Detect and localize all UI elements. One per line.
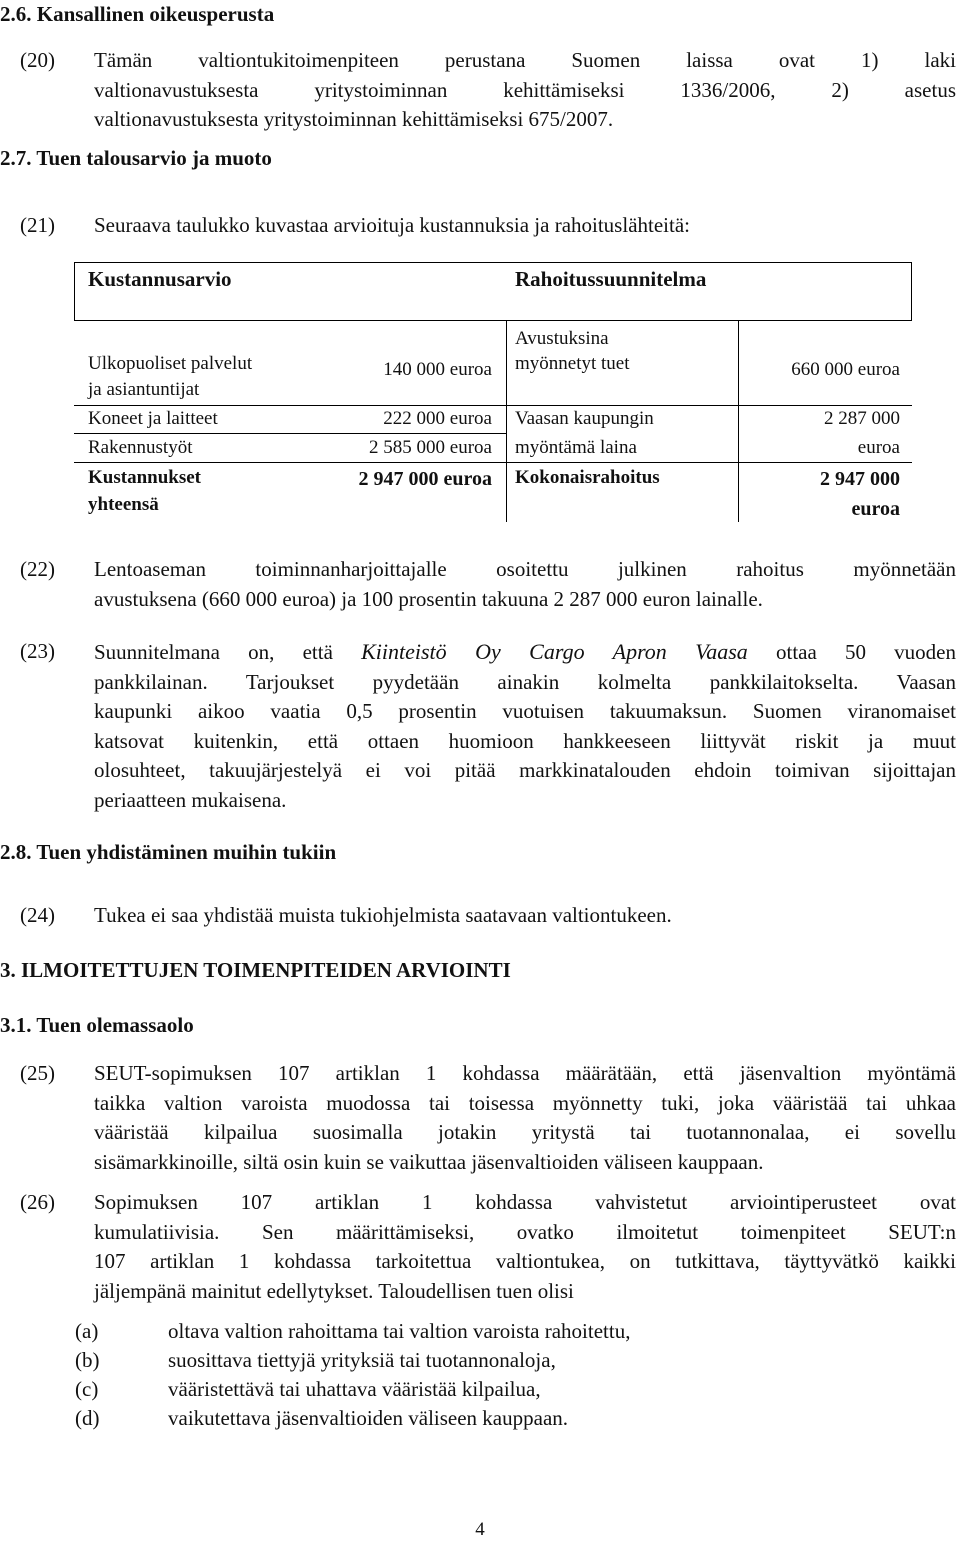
section-heading-3: 3. ILMOITETTUJEN TOIMENPITEIDEN ARVIOINTI: [0, 958, 511, 982]
paragraph-number-23: (23): [20, 639, 55, 663]
paragraph-number-25: (25): [20, 1061, 55, 1085]
table-head-funding: Rahoitussuunnitelma: [515, 267, 707, 291]
paragraph-22-line-2: avustuksena (660 000 euroa) ja 100 prosentin takuuna 2 287 000 euron lainalle.: [94, 586, 763, 611]
paragraph-23-line-6: periaatteen mukaisena.: [94, 787, 287, 812]
table-border-head-bottom: [74, 320, 912, 321]
total-fund-value-line2: euroa: [851, 498, 900, 520]
row2-value: 222 000 euroa: [383, 408, 492, 429]
row3-bottom-line: [74, 462, 912, 463]
row1-value: 140 000 euroa: [383, 359, 492, 380]
paragraph-23-line-1-post: ottaa 50 vuoden: [776, 640, 956, 664]
paragraph-24: Tukea ei saa yhdistää muista tukiohjelmista saatavaan valtiontukeen.: [94, 903, 672, 927]
total-fund-value-line1: 2 947 000: [820, 468, 900, 490]
table-border-right-head: [911, 262, 912, 320]
paragraph-20: [94, 46, 956, 135]
row1-fund-line2: myönnetyt tuet: [515, 353, 630, 374]
paragraph-26-line-2: kumulatiivisia. Sen määrittämiseksi, ovatko ilmoitetut toimenpiteet SEUT:n: [94, 1219, 956, 1244]
row2-fund-value-line1: 2 287 000: [824, 408, 900, 429]
paragraph-23-line-1: [94, 637, 956, 668]
paragraph-20-line-1: Tämän valtiontukitoimenpiteen perustana Suomen laissa ovat 1) laki: [94, 48, 956, 72]
paragraph-23: [94, 637, 956, 815]
page-number: 4: [475, 1519, 485, 1540]
paragraph-25-line-4: sisämarkkinoille, siltä osin kuin se vaikuttaa jäsenvaltioiden väliseen kauppaan.: [94, 1149, 764, 1174]
row2-fund-value-line2: euroa: [857, 437, 900, 458]
paragraph-25: [94, 1059, 956, 1177]
list-text-b: suosittava tiettyjä yrityksiä tai tuotannonaloja,: [168, 1348, 556, 1372]
section-heading-3-1: 3.1. Tuen olemassaolo: [0, 1013, 194, 1037]
paragraph-25-line-3: vääristää kilpailua suosimalla jotakin yritystä tai tuotannonalaa, ei sovellu: [94, 1120, 956, 1144]
list-label-d: (d): [75, 1406, 100, 1430]
row1-label-line1: Ulkopuoliset palvelut: [88, 353, 253, 374]
paragraph-25-line-1: SEUT-sopimuksen 107 artiklan 1 kohdassa määrätään, että jäsenvaltion myöntämä: [94, 1061, 956, 1085]
total-label-line1: Kustannukset: [88, 467, 201, 488]
total-label-line2: yhteensä: [88, 494, 159, 515]
table-divider-middle: [506, 320, 507, 522]
list-label-b: (b): [75, 1348, 100, 1372]
row2-fund-line2: myöntämä laina: [515, 437, 637, 458]
budget-table: [74, 262, 912, 522]
paragraph-25-line-2: taikka valtion varoista muodossa tai toisessa myönnetty tuki, joka vääristää tai uhkaa: [94, 1090, 956, 1115]
section-heading-2-7: 2.7. Tuen talousarvio ja muoto: [0, 146, 272, 170]
paragraph-number-22: (22): [20, 557, 55, 581]
company-name: Kiinteistö Oy Cargo Apron Vaasa: [361, 639, 748, 664]
table-border-left-head: [74, 262, 75, 320]
paragraph-22-line-1: Lentoaseman toiminnanharjoittajalle osoitettu julkinen rahoitus myönnetään: [94, 557, 956, 581]
row1-fund-value: 660 000 euroa: [791, 359, 900, 380]
list-label-c: (c): [75, 1377, 99, 1401]
section-heading-2-8: 2.8. Tuen yhdistäminen muihin tukiin: [0, 840, 337, 864]
paragraph-number-24: (24): [20, 903, 55, 927]
row1-fund-line1: Avustuksina: [515, 328, 609, 349]
total-fund-label: Kokonaisrahoitus: [515, 467, 660, 488]
list-text-d: vaikutettava jäsenvaltioiden väliseen kauppaan.: [168, 1406, 569, 1430]
row3-label: Rakennustyöt: [88, 437, 193, 458]
paragraph-26: [94, 1188, 956, 1306]
paragraph-number-20: (20): [20, 48, 55, 72]
paragraph-23-line-2: pankkilainan. Tarjoukset pyydetään ainakin kolmelta pankkilaitokselta. Vaasan: [94, 669, 956, 694]
table-head-costs: Kustannusarvio: [88, 267, 232, 291]
row2-label: Koneet ja laitteet: [88, 408, 218, 429]
paragraph-26-line-1: Sopimuksen 107 artiklan 1 kohdassa vahvistetut arviointiperusteet ovat: [94, 1190, 956, 1214]
list-label-a: (a): [75, 1319, 99, 1343]
paragraph-20-line-3: valtionavustuksesta yritystoiminnan kehittämiseksi 675/2007.: [94, 107, 614, 131]
paragraph-number-26: (26): [20, 1190, 55, 1214]
table-border-top: [74, 262, 912, 263]
paragraph-22: [94, 555, 956, 614]
list-text-c: vääristettävä tai uhattava vääristää kilpailua,: [168, 1377, 541, 1401]
row1-label-line2: ja asiantuntijat: [88, 379, 200, 400]
paragraph-21: Seuraava taulukko kuvastaa arvioituja kustannuksia ja rahoituslähteitä:: [94, 213, 690, 237]
paragraph-23-line-4: katsovat kuitenkin, että ottaen huomioon hankkeeseen liittyvät riskit ja muut: [94, 728, 956, 753]
total-value: 2 947 000 euroa: [358, 468, 492, 490]
paragraph-23-line-5: olosuhteet, takuujärjestelyä ei voi pitää markkinatalouden ehdoin toimivan sijoittajan: [94, 758, 956, 782]
paragraph-26-line-3: 107 artiklan 1 kohdassa tarkoitettua valtiontukea, on tutkittava, täyttyvätkö kaikki: [94, 1249, 956, 1273]
paragraph-26-line-4: jäljempänä mainitut edellytykset. Taloudellisen tuen olisi: [94, 1278, 574, 1303]
list-text-a: oltava valtion rahoittama tai valtion varoista rahoitettu,: [168, 1319, 631, 1343]
section-heading-2-6: 2.6. Kansallinen oikeusperusta: [0, 2, 275, 26]
row2-fund-line1: Vaasan kaupungin: [515, 408, 654, 429]
paragraph-20-line-2: valtionavustuksesta yritystoiminnan kehittämiseksi 1336/2006, 2) asetus: [94, 77, 956, 102]
paragraph-23-line-1-pre: Suunnitelmana on, että: [94, 640, 333, 664]
paragraph-23-line-3: kaupunki aikoo vaatia 0,5 prosentin vuotuisen takuumaksun. Suomen viranomaiset: [94, 699, 956, 723]
row3-value: 2 585 000 euroa: [369, 437, 492, 458]
paragraph-number-21: (21): [20, 213, 55, 237]
